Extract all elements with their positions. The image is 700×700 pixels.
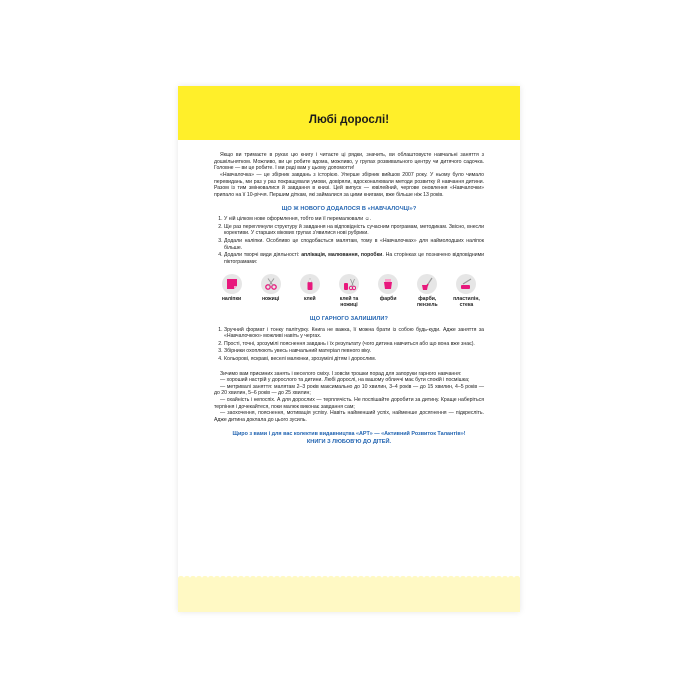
activity-glue-scissors [333,274,364,309]
publisher-slogan: КНИГИ З ЛЮБОВ'Ю ДО ДІТЕЙ. [306,438,392,445]
sticker-icon [222,274,242,294]
top-yellow-band [178,86,520,140]
top-scalloped-edge [178,136,520,142]
intro-paragraph-2: «Навчалочка» — це збірник завдань з історією. Уперше збірник вийшов 2007 року. У ньому було чимало перевидань, ми раз у раз покращували умови, довіряли, вдосконалювали методи розвитку й навчання дитини. Разом із тим змінювалися й завдання в книзі. Цей випуск — ювілейний, чергове оновлення «Навчалочки» припало на її 10-річчя. Першим діткам, які займалися за цими книгами, вже більше ніж 13 років. [214,172,484,199]
section-new-heading: ЩО Ж НОВОГО ДОДАЛОСЯ В «НАВЧАЛОЧЦІ»? [281,205,417,212]
paint-brush-icon [417,274,437,294]
activity-scissors [255,274,286,309]
list-item-text: Додали творчі види діяльності: [224,252,302,259]
icon-label: фарби [379,296,397,303]
closing-block [214,371,484,424]
activity-paints [373,274,404,309]
list-item-text: . На сторінках це позначено відповідними піктограмами: [224,252,485,265]
tip-line: — метривалі заняття: малятам 2–3 років максимально до 10 хвилин, 3–4 років — до 15 хвилин, 4–5 років — до 20 хвилин, 5–6 років — до 25 хвилин; [214,383,484,397]
icon-label: клей та ножиці [339,296,359,309]
book-page [178,86,520,612]
glue-icon [300,274,320,294]
glue-scissors-icon [339,274,359,294]
activity-glue [294,274,325,309]
icon-label: клей [303,296,316,303]
intro-paragraph-1: Якщо ви тримаєте в руках цю книгу і читаєте ці рядки, значить, ви облаштовуєте навчальні заняття з дошкільнятком. Можливо, ви це робите вдома, можливо, у групах розвивального центру чи дитячого садочка. Головне — ви це робите. І ми раді вам у цьому допомогти! [214,152,484,172]
activity-plasticine [451,274,482,309]
section-kept-list [214,327,484,363]
tip-line: — охайність і непоспіх. А для дорослих — терплячість. Не поспішайте доробити за дитину. Краще наберіться терпіння і дочекайтеся, поки малюк виконає завдання сам; [214,396,484,410]
activity-icons-row [214,274,484,309]
list-item: 1. Зручний формат і тонку палітурку. Книга не важка, її можна брати із собою будь-куди. Адже заняття за «Навчалочкою» можливі навіть у чергах. [224,327,484,340]
list-item: 3. Додали наліпки. Особливо це сподобається малятам, тому в «Навчалочках» для наймолодших наліпок більше. [224,238,484,251]
page-content [214,152,484,446]
section-new-list [214,216,484,265]
tip-line: — хороший настрій у дорослого та дитини. Любі дорослі, на вашому обличчі має бути спокій і посмішка; [220,377,470,384]
tip-line: — заохочення, пояснення, мотивація успіху. Навіть найменший успіх, найменше досягнення — підкресліть. Адже дитина доклала до цього зусиль. [214,410,484,423]
icon-label: ножиці [261,296,280,303]
plasticine-icon [456,274,476,294]
icon-label: пластилін, стека [453,296,480,309]
bottom-yellow-band [178,578,520,612]
section-kept-heading: ЩО ГАРНОГО ЗАЛИШИЛИ? [309,316,389,322]
activity-paint-brush [412,274,443,309]
list-item: 1. У ній цілком нове оформлення, тобто ми її перемалювали ☺. [224,216,484,223]
page-title: Любі дорослі! [308,114,390,126]
activity-sticker [216,274,247,309]
list-item-bold: аплікація, малювання, поробки [301,252,383,259]
icon-label: фарби, пензель [416,296,438,309]
closing-paragraph: Зичимо вам приємних занять і веселого сміху. І зовсім трошки порад для запоруки гарного навчання: [220,370,462,377]
publisher-signature: Щиро з вами і для вас колектив видавництва «АРТ» — «Активний Розвиток Талантів»! [232,431,466,438]
list-item: 2. Прості, точні, зрозумілі пояснення завдань і їх результату (чого дитина навчиться або що вона вже знає). [224,341,484,348]
list-item [224,252,484,265]
list-item: 4. Кольорові, яскраві, веселі малюнки, зрозумілі дітям і дорослим. [224,356,484,363]
list-item: 2. Ще раз переглянули структуру й завдання на відповідність сучасним програмам, методикам. Звісно, внесли корективи. У старших вікових групах з'явилися нові рубрики. [224,224,484,237]
paints-icon [378,274,398,294]
scissors-icon [261,274,281,294]
icon-label: наліпки [221,296,242,303]
list-item: 3. Збірники охоплюють увесь навчальний матеріал певного віку. [224,348,484,355]
